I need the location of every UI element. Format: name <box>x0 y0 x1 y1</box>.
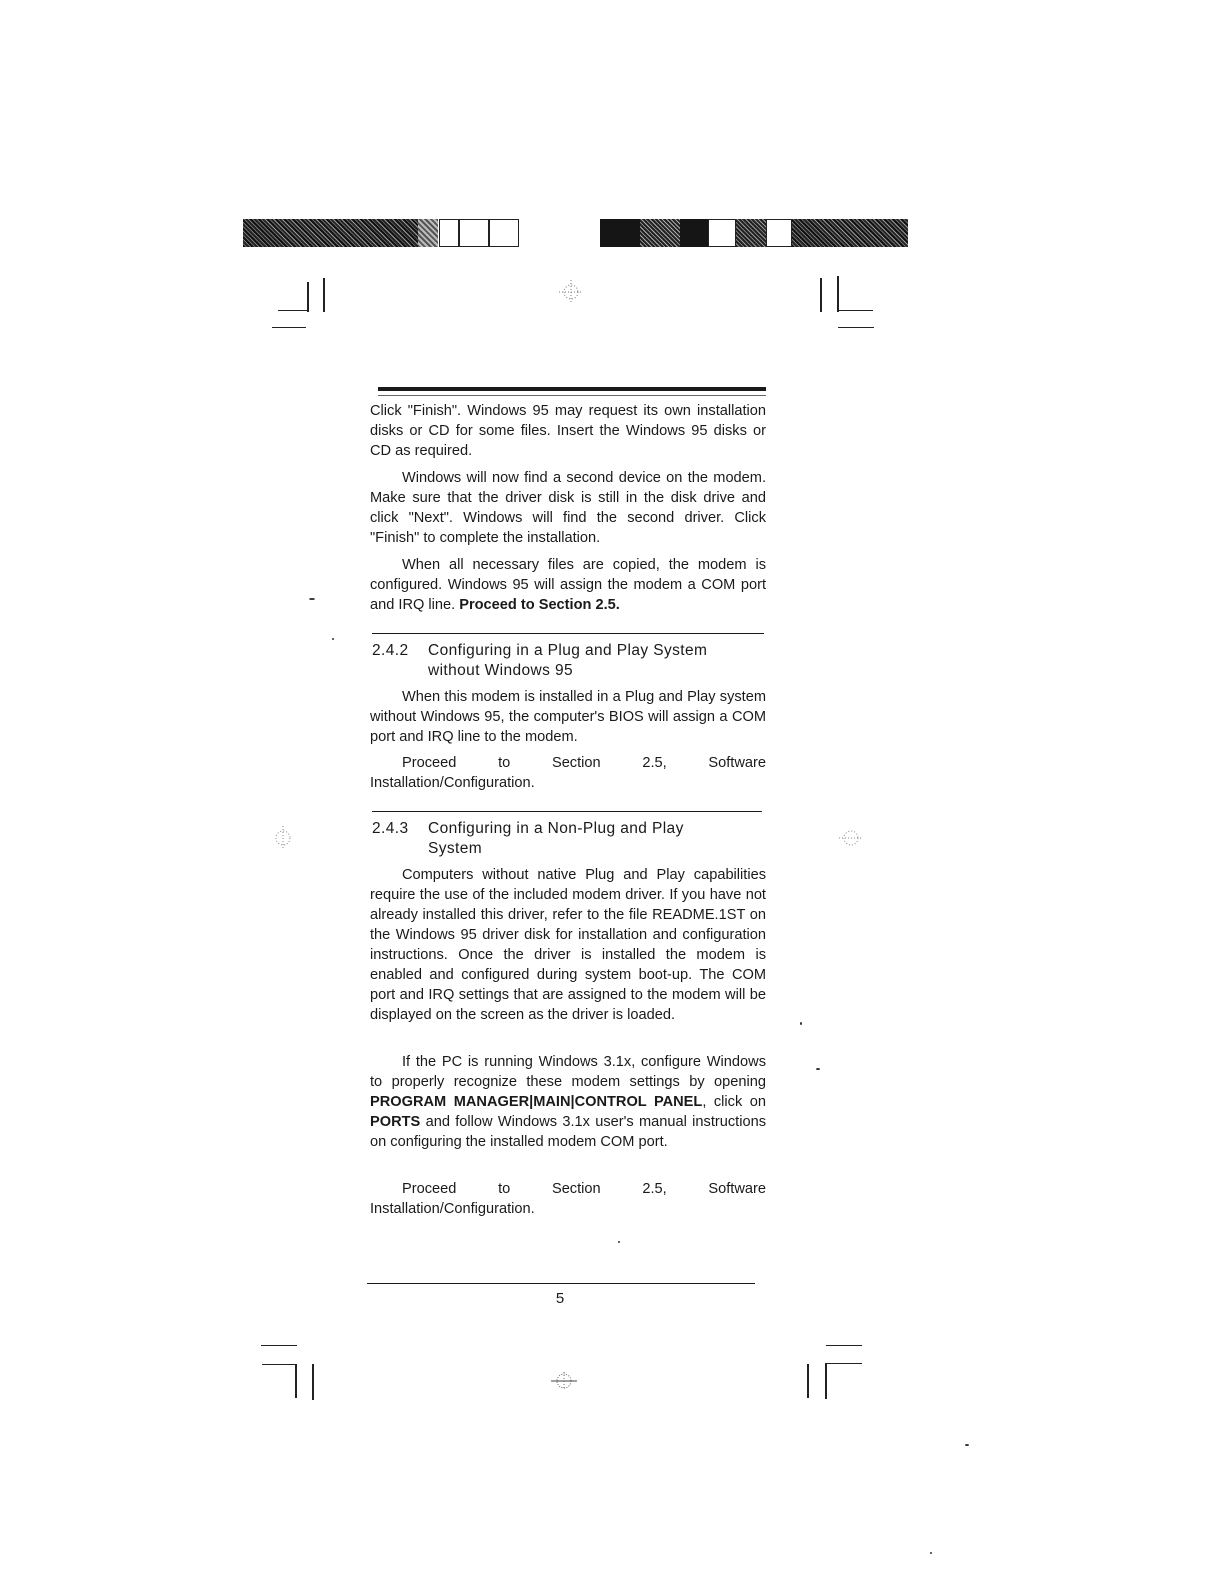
registration-target-icon <box>838 825 864 851</box>
paragraph-text: When all necessary files are copied, the modem is configured. Windows 95 will assign the modem a COM port and IRQ line. <box>370 557 766 613</box>
top-rule-thin <box>378 395 766 396</box>
texture-block <box>792 219 908 247</box>
section-title: Configuring in a Plug and Play System <box>428 642 708 659</box>
black-block <box>600 219 640 247</box>
crop-mark <box>825 1363 827 1399</box>
scan-speck <box>930 1552 932 1554</box>
section-title-line2: without Windows 95 <box>428 662 574 679</box>
crop-mark <box>323 278 325 312</box>
footer-rule <box>367 1283 755 1284</box>
texture-block <box>418 219 438 247</box>
crop-mark <box>826 1363 862 1364</box>
crop-mark <box>278 310 309 311</box>
section-heading-2-4-2 <box>372 641 772 681</box>
crop-mark <box>837 310 873 311</box>
menu-item: PORTS <box>370 1114 421 1130</box>
top-rule <box>378 387 766 391</box>
paragraph-text: and follow Windows 3.1x user's manual instructions on configuring the installed modem COM port. <box>370 1114 766 1150</box>
crop-mark <box>838 327 874 328</box>
registration-target-icon <box>551 1368 577 1394</box>
crop-mark <box>820 278 822 312</box>
strip-box <box>708 219 736 247</box>
paragraph <box>370 1052 766 1152</box>
strip-box <box>439 219 459 247</box>
scan-speck <box>965 1444 969 1446</box>
section-title-line2: System <box>428 840 483 857</box>
paragraph-text: , click on <box>702 1094 766 1110</box>
paragraph: Click "Finish". Windows 95 may request its own installation disks or CD for some files. Insert the Windows 95 disks or CD as required. <box>370 403 766 459</box>
strip-box <box>459 219 489 247</box>
texture-block <box>736 219 766 247</box>
section-heading-2-4-3 <box>372 819 772 859</box>
crop-mark <box>312 1364 314 1400</box>
paragraph: Windows will now find a second device on the modem. Make sure that the driver disk is still in the disk drive and click "Next". Windows will find the second driver. Click "Finish" to complete the installation. <box>370 470 766 546</box>
section-number: 2.4.3 <box>372 820 409 837</box>
paragraph: Computers without native Plug and Play capabilities require the use of the included modem driver. If you have not already installed this driver, refer to the file README.1ST on the Windows 95 driver disk for installation and configuration instructions. Once the driver is installed the modem is enabled and configured during system boot-up. The COM port and IRQ settings that are assigned to the modem will be displayed on the screen as the driver is loaded. <box>370 867 766 1023</box>
scan-speck <box>309 598 315 600</box>
texture-block <box>640 219 680 247</box>
section-rule <box>372 633 764 634</box>
scan-speck <box>332 638 334 640</box>
section-reference: Proceed to Section 2.5. <box>459 597 620 613</box>
scan-speck <box>800 1022 802 1025</box>
paragraph: Proceed to Section 2.5, Software Installation/Configuration. <box>370 1181 766 1217</box>
crop-mark <box>837 276 839 312</box>
scan-speck <box>816 1068 820 1070</box>
section-number: 2.4.2 <box>372 642 409 659</box>
crop-mark <box>272 327 306 328</box>
paragraph-text: If the PC is running Windows 3.1x, configure Windows to properly recognize these modem settings by opening <box>370 1054 766 1090</box>
paragraph: Proceed to Section 2.5, Software Installation/Configuration. <box>370 755 766 791</box>
section-rule <box>372 811 762 812</box>
registration-target-icon <box>270 825 296 851</box>
crop-mark <box>262 1364 296 1365</box>
strip-box <box>489 219 519 247</box>
registration-strip-left <box>243 219 533 247</box>
strip-box <box>766 219 792 247</box>
crop-mark <box>261 1345 297 1346</box>
registration-strip-right <box>600 219 908 247</box>
crop-mark <box>295 1364 297 1398</box>
paragraph <box>370 555 766 615</box>
menu-path: PROGRAM MANAGER|MAIN|CONTROL PANEL <box>370 1094 703 1110</box>
paragraph: When this modem is installed in a Plug and Play system without Windows 95, the computer's BIOS will assign a COM port and IRQ line to the modem. <box>370 689 766 745</box>
crop-mark <box>307 282 309 312</box>
registration-target-icon <box>558 279 584 305</box>
section-title: Configuring in a Non-Plug and Play <box>428 820 684 837</box>
texture-block <box>243 219 418 247</box>
crop-mark <box>826 1345 862 1346</box>
crop-mark <box>807 1364 809 1398</box>
black-block <box>680 219 708 247</box>
page-number: 5 <box>555 1290 565 1307</box>
scan-speck <box>618 1241 620 1243</box>
